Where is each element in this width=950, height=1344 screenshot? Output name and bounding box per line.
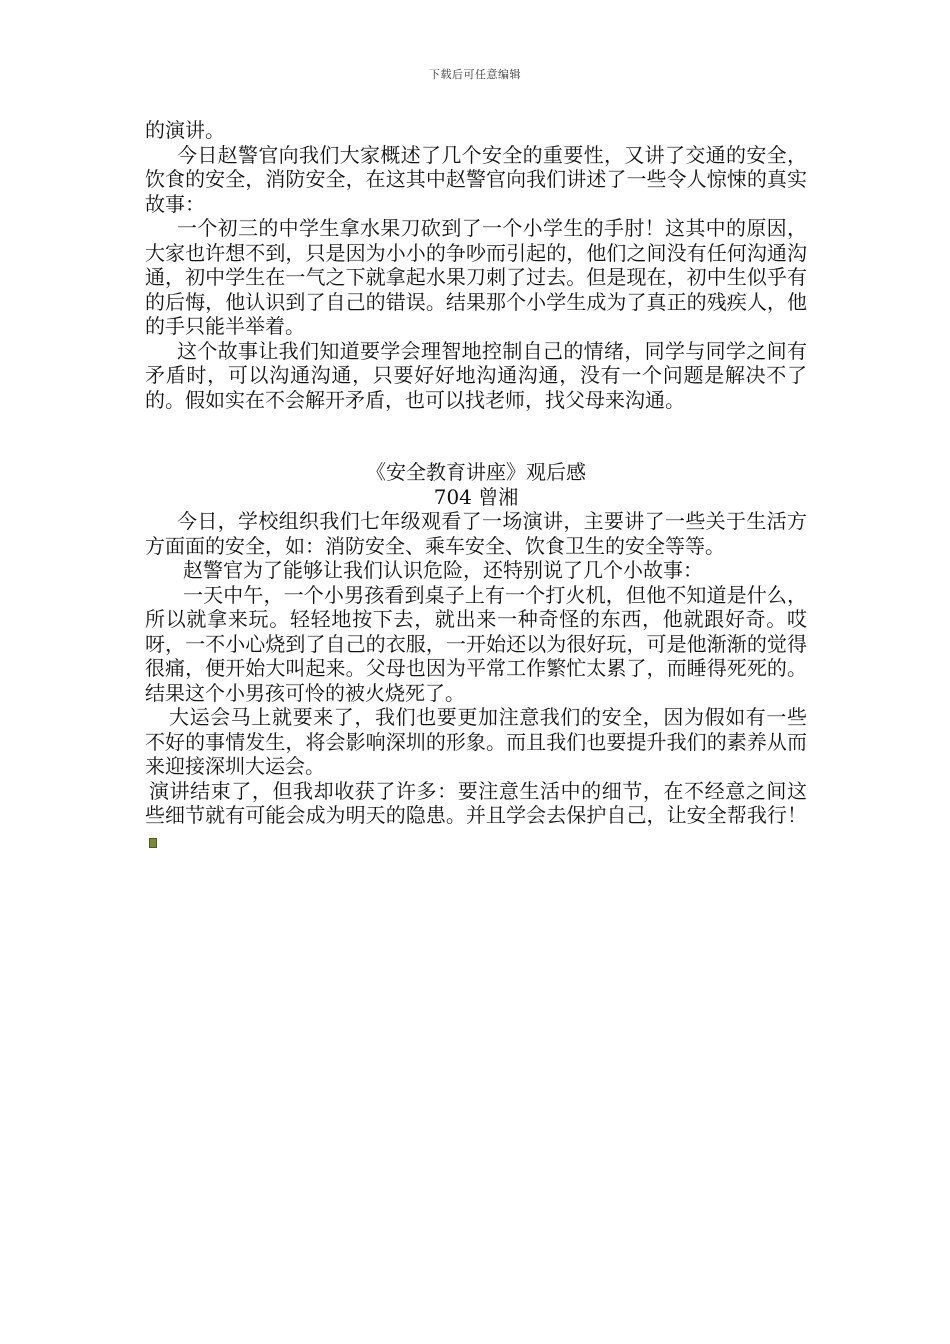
small-image-mark-icon <box>149 838 157 848</box>
paragraph: 的演讲。 <box>145 118 225 142</box>
paragraph: 这个故事让我们知道要学会理智地控制自己的情绪，同学与同学之间有矛盾时，可以沟通沟通，只要好好地沟通沟通，没有一个问题是解决不了的。假如实在不会解开矛盾，也可以找老师，找父母来沟通。 <box>145 338 807 412</box>
page-header-note: 下载后可任意编辑 <box>429 68 521 81</box>
paragraph: 今日赵警官向我们大家概述了几个安全的重要性，又讲了交通的安全，饮食的安全，消防安全，在这其中赵警官向我们讲述了一些令人惊悚的真实故事： <box>145 142 807 216</box>
paragraph: 一个初三的中学生拿水果刀砍到了一个小学生的手肘！这其中的原因，大家也许想不到，只是因为小小的争吵而引起的，他们之间没有任何沟通沟通，初中学生在一气之下就拿起水果刀刺了过去。但是现在，初中生似乎有的后悔，他认识到了自己的错误。结果那个小学生成为了真正的残疾人，他的手只能半举着。 <box>145 216 807 338</box>
essay-author: 704 曾湘 <box>433 484 519 509</box>
paragraph: 一天中午，一个小男孩看到桌子上有一个打火机，但他不知道是什么，所以就拿来玩。轻轻地按下去，就出来一种奇怪的东西，他就跟好奇。哎呀，一不小心烧到了自己的衣服，一开始还以为很好玩，可是他渐渐的觉得很痛，便开始大叫起来。父母也因为平常工作繁忙太累了，而睡得死死的。结果这个小男孩可怜的被火烧死了。 <box>145 582 807 705</box>
paragraph-text: 演讲结束了，但我却收获了许多：要注意生活中的细节，在不经意之间这些细节就有可能会成为明天的隐患。并且学会去保护自己，让安全帮我行！ <box>145 778 807 827</box>
essay-title: 《安全教育讲座》观后感 <box>366 460 586 484</box>
paragraph: 赵警官为了能够让我们认识危险，还特别说了几个小故事： <box>183 558 703 582</box>
document-body <box>145 118 807 852</box>
paragraph: 大运会马上就要来了，我们也要更加注意我们的安全，因为假如有一些不好的事情发生，将会影响深圳的形象。而且我们也要提升我们的素养从而来迎接深圳大运会。 <box>145 705 807 778</box>
paragraph: 今日，学校组织我们七年级观看了一场演讲，主要讲了一些关于生活方方面面的安全，如：消防安全、乘车安全、饮食卫生的安全等等。 <box>145 509 807 558</box>
section-gap <box>145 412 807 460</box>
paragraph-last <box>145 779 807 853</box>
